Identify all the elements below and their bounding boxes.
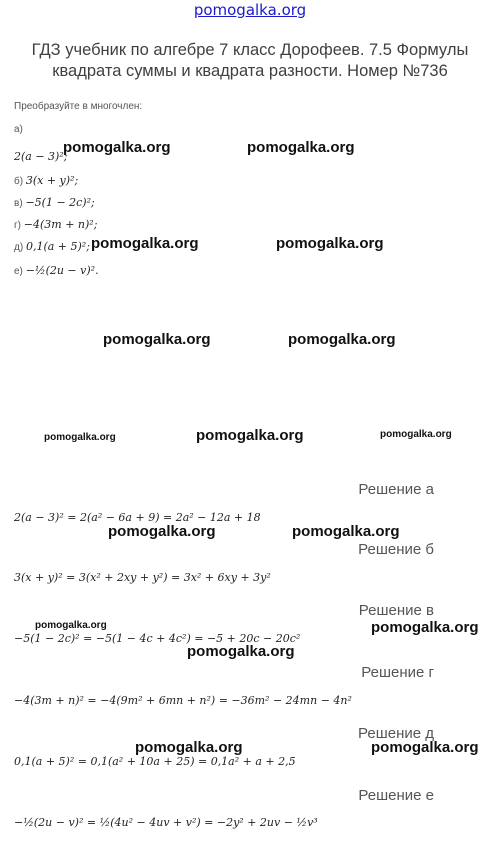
watermark: pomogalka.org bbox=[35, 620, 107, 631]
solution-expression: −4(3m + n)² = −4(9m² + 6mn + n²) = −36m² − 24mn − 4n² bbox=[14, 694, 352, 707]
watermark: pomogalka.org bbox=[288, 331, 396, 348]
watermark: pomogalka.org bbox=[247, 139, 355, 156]
watermark: pomogalka.org bbox=[371, 619, 479, 636]
watermark: pomogalka.org bbox=[292, 523, 400, 540]
watermark: pomogalka.org bbox=[380, 429, 452, 440]
watermark: pomogalka.org bbox=[91, 235, 199, 252]
task-item-letter: а) bbox=[14, 124, 23, 135]
task-item-expression: 3(x + y)²; bbox=[25, 174, 79, 187]
solution-heading: Решение в bbox=[358, 602, 434, 619]
task-item-expression: −5(1 − 2c)²; bbox=[25, 196, 95, 209]
watermark: pomogalka.org bbox=[196, 427, 304, 444]
watermark: pomogalka.org bbox=[44, 432, 116, 443]
solution-expression: 3(x + y)² = 3(x² + 2xy + y²) = 3x² + 6xy + 3y² bbox=[14, 571, 271, 584]
solution-expression: −5(1 − 2c)² = −5(1 − 4c + 4c²) = −5 + 20c − 20c² bbox=[14, 632, 301, 645]
task-item-letter: г) bbox=[14, 220, 21, 231]
solution-expression: 2(a − 3)² = 2(a² − 6a + 9) = 2a² − 12a + 18 bbox=[14, 511, 261, 524]
task-item-expression: −½(2u − v)². bbox=[25, 264, 99, 277]
watermark: pomogalka.org bbox=[135, 739, 243, 756]
task-item-expression: 0,1(a + 5)²; bbox=[25, 240, 90, 253]
watermark: pomogalka.org bbox=[63, 139, 171, 156]
task-item-letter: е) bbox=[14, 266, 23, 277]
solution-expression: −½(2u − v)² = ½(4u² − 4uv + v²) = −2y² + 2uv − ½v³ bbox=[14, 816, 318, 829]
watermark: pomogalka.org bbox=[371, 739, 479, 756]
page-title: ГДЗ учебник по алгебре 7 класс Дорофеев. 7.5 Формулы квадрата суммы и квадрата разности. Номер №736 bbox=[31, 41, 469, 80]
solution-heading: Решение е bbox=[358, 787, 434, 804]
task-item bbox=[14, 240, 90, 253]
solution-heading: Решение б bbox=[358, 541, 434, 558]
site-link[interactable]: pomogalka.org bbox=[193, 1, 307, 19]
solution-heading: Решение д bbox=[358, 725, 434, 742]
task-item-letter: в) bbox=[14, 198, 23, 209]
task-item-expression: 2(a − 3)²; bbox=[14, 150, 68, 163]
watermark: pomogalka.org bbox=[108, 523, 216, 540]
task-item bbox=[14, 218, 97, 231]
task-item-expression: −4(3m + n)²; bbox=[23, 218, 98, 231]
task-instruction: Преобразуйте в многочлен: bbox=[14, 101, 143, 112]
watermark: pomogalka.org bbox=[187, 643, 295, 660]
task-item bbox=[14, 264, 99, 277]
task-item bbox=[14, 196, 95, 209]
solution-expression: 0,1(a + 5)² = 0,1(a² + 10a + 25) = 0,1a² + a + 2,5 bbox=[14, 755, 296, 768]
watermark: pomogalka.org bbox=[103, 331, 211, 348]
task-item-letter: б) bbox=[14, 176, 24, 187]
task-item-letter: д) bbox=[14, 242, 24, 253]
solution-heading: Решение а bbox=[358, 481, 434, 498]
watermark: pomogalka.org bbox=[276, 235, 384, 252]
solution-heading: Решение г bbox=[361, 664, 434, 681]
task-item bbox=[14, 174, 78, 187]
